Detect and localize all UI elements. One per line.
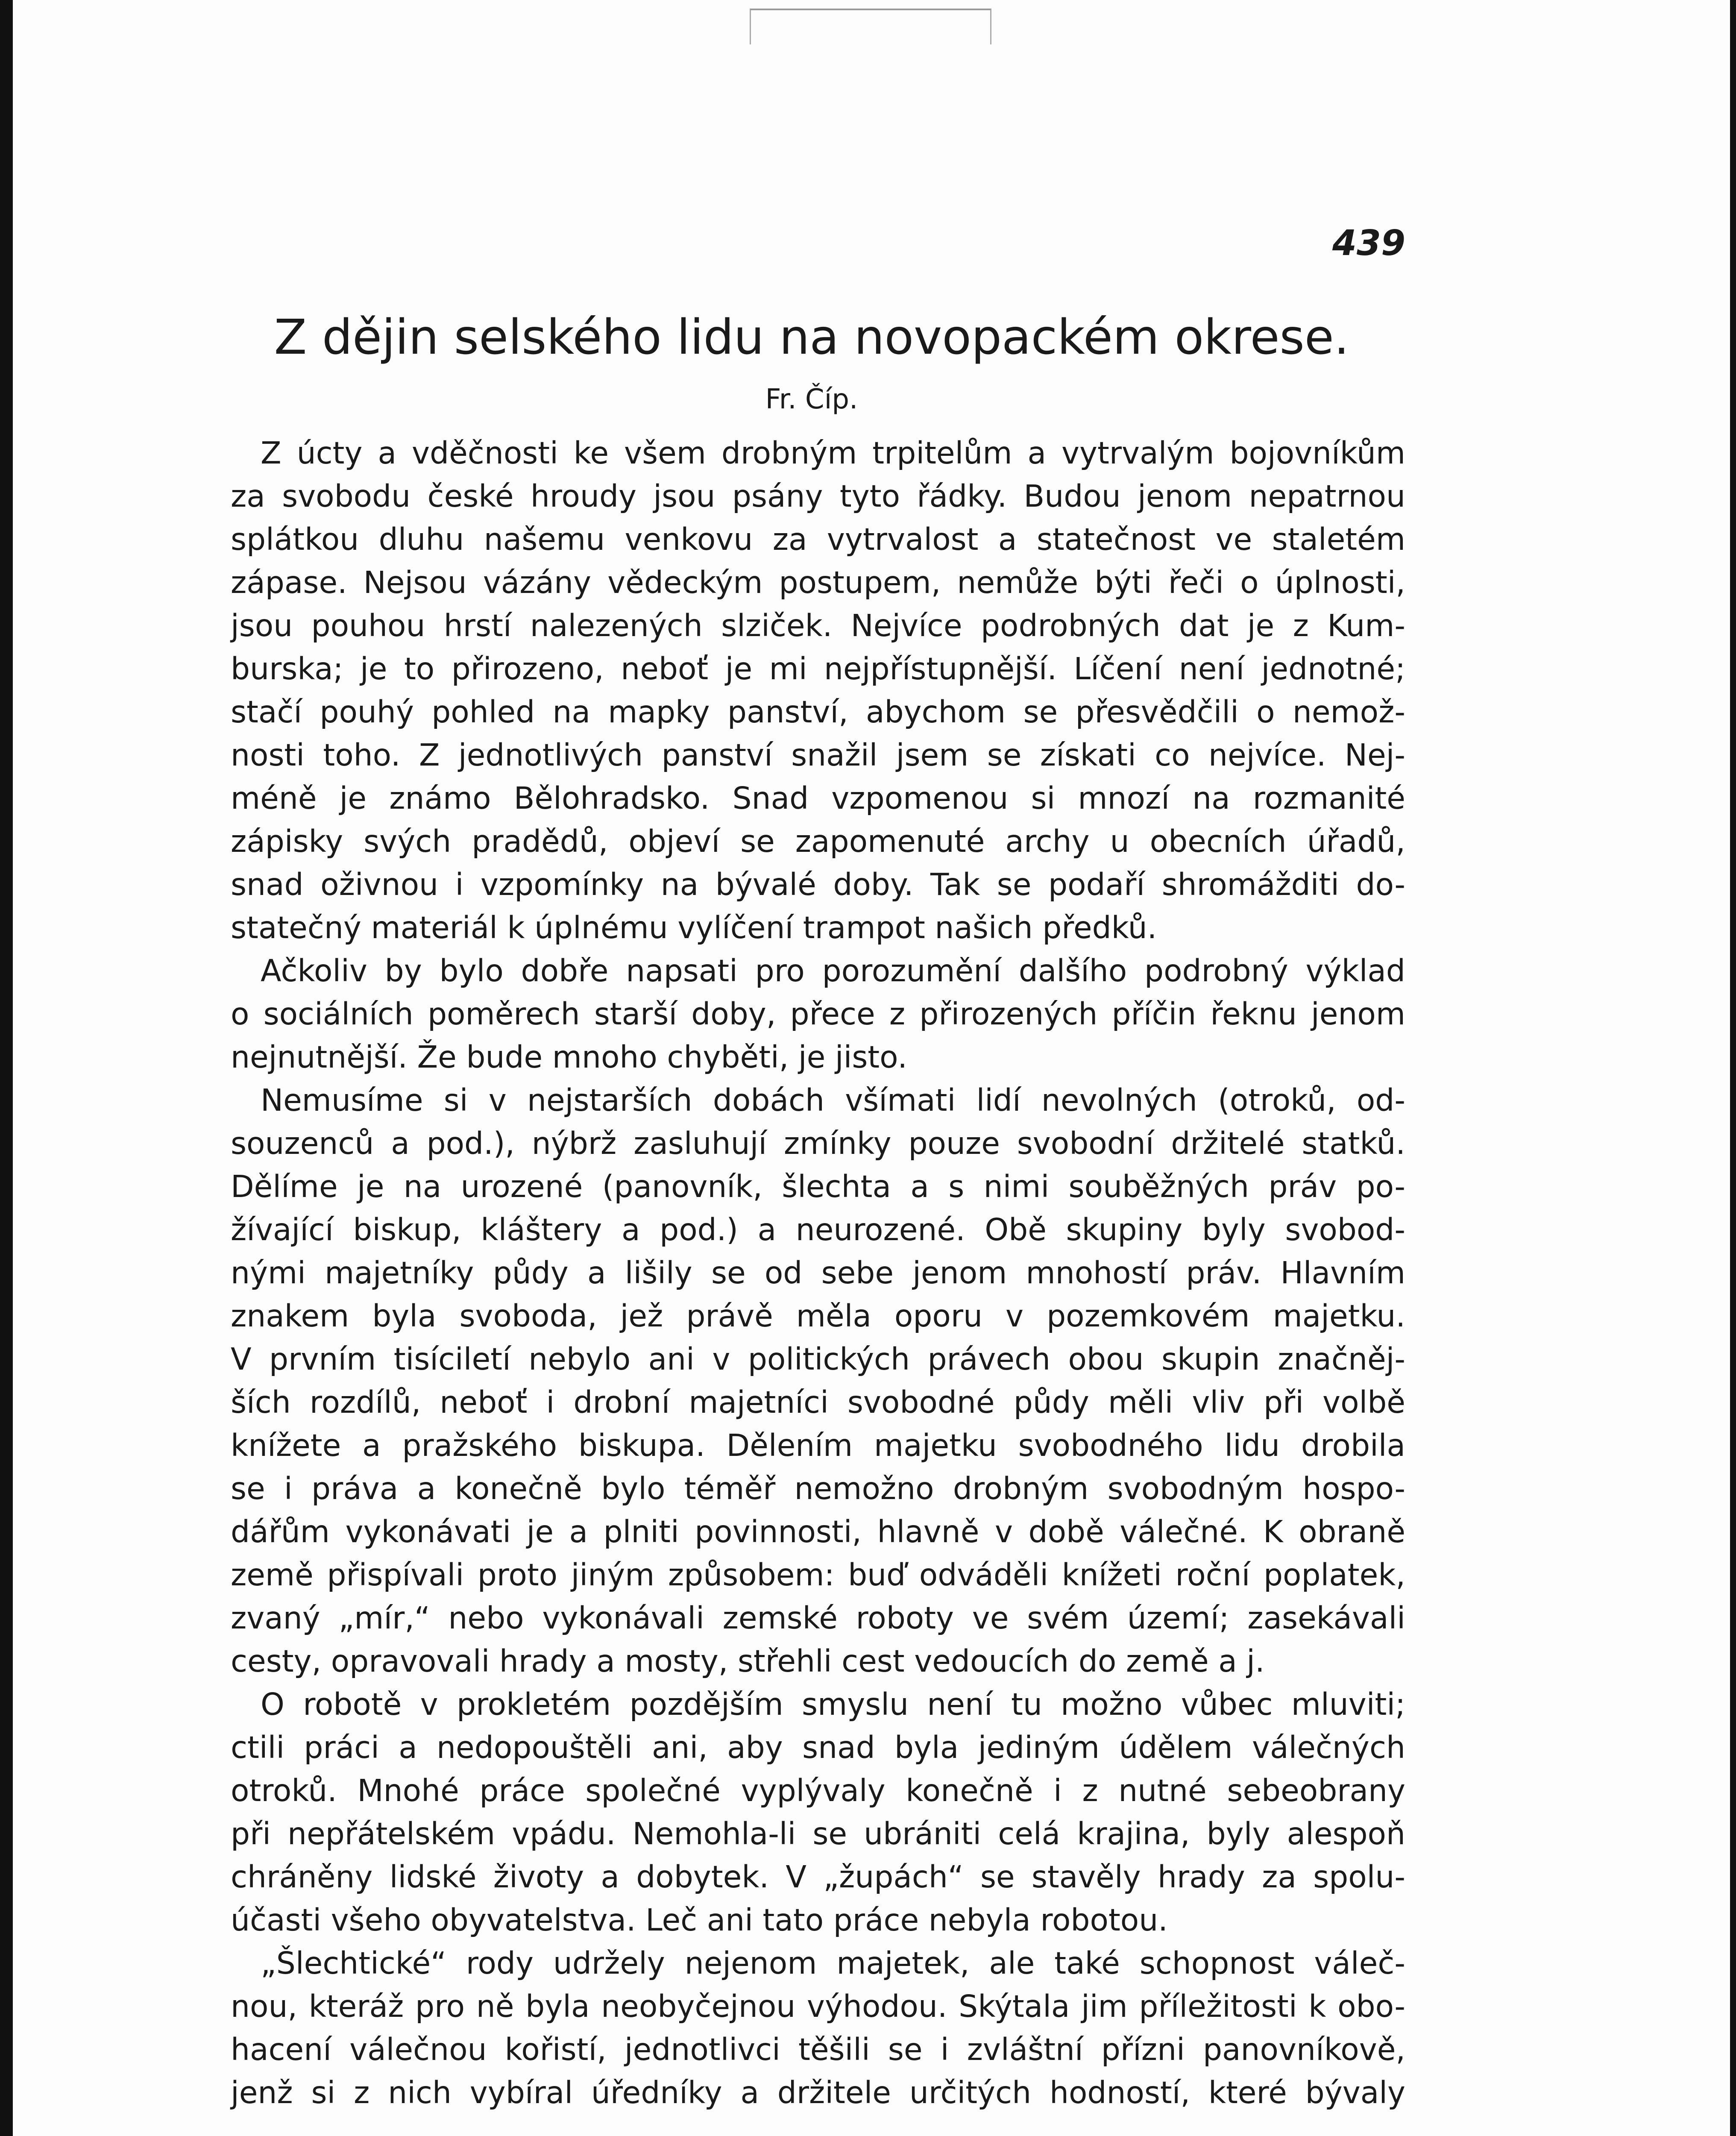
text-line: jsou pouhou hrstí nalezených slziček. Nejvíce podrobných dat je z Kum- bbox=[231, 608, 1405, 643]
text-line: statečný materiál k úplnému vylíčení trampot našich předků. bbox=[231, 910, 1157, 945]
text-line: snad oživnou i vzpomínky na bývalé doby. Tak se podaří shromážditi do- bbox=[231, 867, 1405, 902]
text-line: knížete a pražského biskupa. Dělením majetku svobodného lidu drobila bbox=[231, 1428, 1405, 1463]
text-line: nejnutnější. Že bude mnoho chyběti, je jisto. bbox=[231, 1039, 907, 1075]
article-author: Fr. Číp. bbox=[765, 384, 858, 415]
text-line: otroků. Mnohé práce společné vyplývaly konečně i z nutné sebeobrany bbox=[231, 1773, 1405, 1808]
text-line: jenž si z nich vybíral úředníky a držitele určitých hodností, které bývaly bbox=[231, 2075, 1405, 2110]
text-line: „Šlechtické“ rody udržely nejenom majetek, ale také schopnost váleč- bbox=[261, 1945, 1405, 1981]
text-line: o sociálních poměrech starší doby, přece z přirozených příčin řeknu jenom bbox=[231, 996, 1405, 1032]
text-line: méně je známo Bělohradsko. Snad vzpomenou si mnozí na rozmanité bbox=[231, 780, 1405, 816]
text-line: znakem byla svoboda, jež právě měla oporu v pozemkovém majetku. bbox=[231, 1298, 1405, 1334]
text-line: burska; je to přirozeno, neboť je mi nejpřístupnější. Líčení není jednotné; bbox=[231, 651, 1405, 687]
text-line: zápase. Nejsou vázány vědeckým postupem, nemůže býti řeči o úplnosti, bbox=[231, 565, 1405, 600]
text-line: chráněny lidské životy a dobytek. V „župách“ se stavěly hrady za spolu- bbox=[231, 1859, 1405, 1895]
text-line: souzenců a pod.), nýbrž zasluhují zmínky pouze svobodní držitelé statků. bbox=[231, 1126, 1405, 1161]
binding-mark bbox=[750, 9, 991, 44]
text-line: hacení válečnou kořistí, jednotlivci těšili se i zvláštní přízni panovníkově, bbox=[231, 2032, 1405, 2067]
text-line: O robotě v prokletém pozdějším smyslu není tu možno vůbec mluviti; bbox=[261, 1687, 1405, 1722]
text-line: účasti všeho obyvatelstva. Leč ani tato práce nebyla robotou. bbox=[231, 1902, 1168, 1938]
text-line: stačí pouhý pohled na mapky panství, abychom se přesvědčili o nemož- bbox=[231, 694, 1405, 730]
text-line: nou, kteráž pro ně byla neobyčejnou výhodou. Skýtala jim příležitosti k obo- bbox=[231, 1989, 1405, 2024]
text-line: při nepřátelském vpádu. Nemohla-li se ubrániti celá krajina, byly alespoň bbox=[231, 1816, 1405, 1851]
text-line: ších rozdílů, neboť i drobní majetníci svobodné půdy měli vliv při volbě bbox=[231, 1385, 1405, 1420]
page-number: 439 bbox=[1332, 223, 1405, 264]
scan-edge-right bbox=[1730, 0, 1736, 2136]
text-line: se i práva a konečně bylo téměř nemožno drobným svobodným hospo- bbox=[231, 1471, 1405, 1506]
text-line: Ačkoliv by bylo dobře napsati pro porozumění dalšího podrobný výklad bbox=[261, 953, 1405, 989]
text-line: nými majetníky půdy a lišily se od sebe jenom mnohostí práv. Hlavním bbox=[231, 1255, 1405, 1291]
text-line: V prvním tisíciletí nebylo ani v politických právech obou skupin značněj- bbox=[231, 1341, 1405, 1377]
text-line: Dělíme je na urozené (panovník, šlechta a s nimi souběžných práv po- bbox=[231, 1169, 1405, 1204]
text-line: dářům vykonávati je a plniti povinnosti, hlavně v době válečné. K obraně bbox=[231, 1514, 1405, 1549]
text-line: splátkou dluhu našemu venkovu za vytrvalost a statečnost ve staletém bbox=[231, 522, 1405, 557]
text-line: cesty, opravovali hrady a mosty, střehli cest vedoucích do země a j. bbox=[231, 1643, 1265, 1679]
text-line: nosti toho. Z jednotlivých panství snažil jsem se získati co nejvíce. Nej- bbox=[231, 737, 1405, 773]
text-line: země přispívali proto jiným způsobem: buď odváděli knížeti roční poplatek, bbox=[231, 1557, 1405, 1593]
article-title: Z dějin selského lidu na novopackém okrese. bbox=[274, 310, 1349, 365]
article-body bbox=[231, 431, 1405, 2114]
text-line: zvaný „mír,“ nebo vykonávali zemské roboty ve svém území; zasekávali bbox=[231, 1600, 1405, 1636]
text-line: Z úcty a vděčnosti ke všem drobným trpitelům a vytrvalým bojovníkům bbox=[261, 435, 1405, 471]
text-line: zápisky svých pradědů, objeví se zapomenuté archy u obecních úřadů, bbox=[231, 824, 1405, 859]
scan-edge-left bbox=[0, 0, 13, 2136]
text-line: Nemusíme si v nejstarších dobách všímati lidí nevolných (otroků, od- bbox=[261, 1083, 1405, 1118]
text-line: za svobodu české hroudy jsou psány tyto řádky. Budou jenom nepatrnou bbox=[231, 478, 1405, 514]
text-line: ctili práci a nedopouštěli ani, aby snad byla jediným údělem válečných bbox=[231, 1730, 1405, 1765]
text-line: žívající biskup, kláštery a pod.) a neurozené. Obě skupiny byly svobod- bbox=[231, 1212, 1405, 1247]
